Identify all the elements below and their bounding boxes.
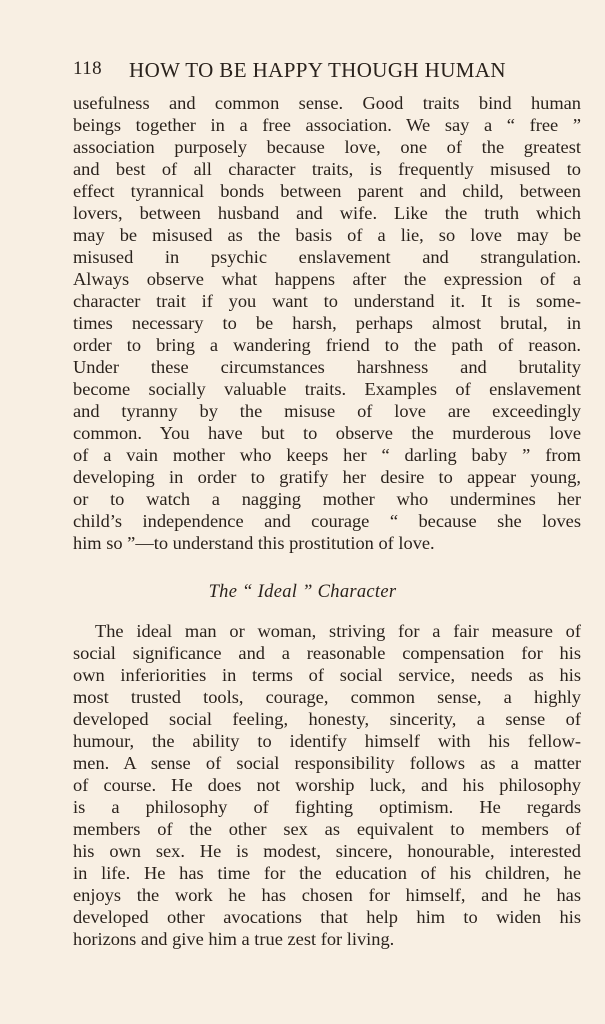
text-line: members of the other sex as equivalent to members of xyxy=(73,819,581,839)
paragraph-ideal-character xyxy=(73,620,581,950)
text-line: horizons and give him a true zest for living. xyxy=(73,929,395,949)
text-line: The ideal man or woman, striving for a fair measure of xyxy=(95,621,581,641)
book-title: HOW TO BE HAPPY THOUGH HUMAN xyxy=(129,58,506,82)
text-line: enjoys the work he has chosen for himself, and he has xyxy=(73,885,581,905)
text-line: most trusted tools, courage, common sense, a highly xyxy=(73,687,581,707)
text-line: social significance and a reasonable compensation for his xyxy=(73,643,581,663)
text-line: own inferiorities in terms of social service, needs as his xyxy=(73,665,581,685)
text-line: or to watch a nagging mother who undermines her xyxy=(73,489,581,509)
text-line: of course. He does not worship luck, and his philosophy xyxy=(73,775,581,795)
text-line: usefulness and common sense. Good traits bind human xyxy=(73,93,581,113)
text-line: beings together in a free association. We say a “ free ” xyxy=(73,115,581,135)
text-line: in life. He has time for the education of his children, he xyxy=(73,863,581,883)
text-line: effect tyrannical bonds between parent and child, between xyxy=(73,181,581,201)
text-line: him so ”—to understand this prostitution of love. xyxy=(73,533,435,553)
text-line: times necessary to be harsh, perhaps almost brutal, in xyxy=(73,313,581,333)
section-heading: The “ Ideal ” Character xyxy=(208,582,397,602)
text-line: developed other avocations that help him to widen his xyxy=(73,907,581,927)
text-line: developed social feeling, honesty, sincerity, a sense of xyxy=(73,709,581,729)
text-line: common. You have but to observe the murderous love xyxy=(73,423,581,443)
text-line: lovers, between husband and wife. Like the truth which xyxy=(73,203,581,223)
text-line: and tyranny by the misuse of love are exceedingly xyxy=(73,401,581,421)
text-line: become socially valuable traits. Examples of enslavement xyxy=(73,379,581,399)
text-line: of a vain mother who keeps her “ darling baby ” from xyxy=(73,445,581,465)
text-line: may be misused as the basis of a lie, so love may be xyxy=(73,225,581,245)
running-head xyxy=(73,58,579,88)
text-line: Under these circumstances harshness and brutality xyxy=(73,357,581,377)
text-line: men. A sense of social responsibility follows as a matter xyxy=(73,753,581,773)
text-line: humour, the ability to identify himself with his fellow- xyxy=(73,731,581,751)
text-line: order to bring a wandering friend to the path of reason. xyxy=(73,335,581,355)
text-line: Always observe what happens after the expression of a xyxy=(73,269,581,289)
text-line: association purposely because love, one of the greatest xyxy=(73,137,581,157)
text-line: character trait if you want to understand it. It is some- xyxy=(73,291,581,311)
text-line: his own sex. He is modest, sincere, honourable, interested xyxy=(73,841,581,861)
text-line: misused in psychic enslavement and strangulation. xyxy=(73,247,581,267)
text-line: is a philosophy of fighting optimism. He regards xyxy=(73,797,581,817)
text-line: and best of all character traits, is frequently misused to xyxy=(73,159,581,179)
page-number: 118 xyxy=(73,58,102,79)
text-line: developing in order to gratify her desire to appear young, xyxy=(73,467,581,487)
text-line: child’s independence and courage “ because she loves xyxy=(73,511,581,531)
paragraph-continued xyxy=(73,92,581,554)
